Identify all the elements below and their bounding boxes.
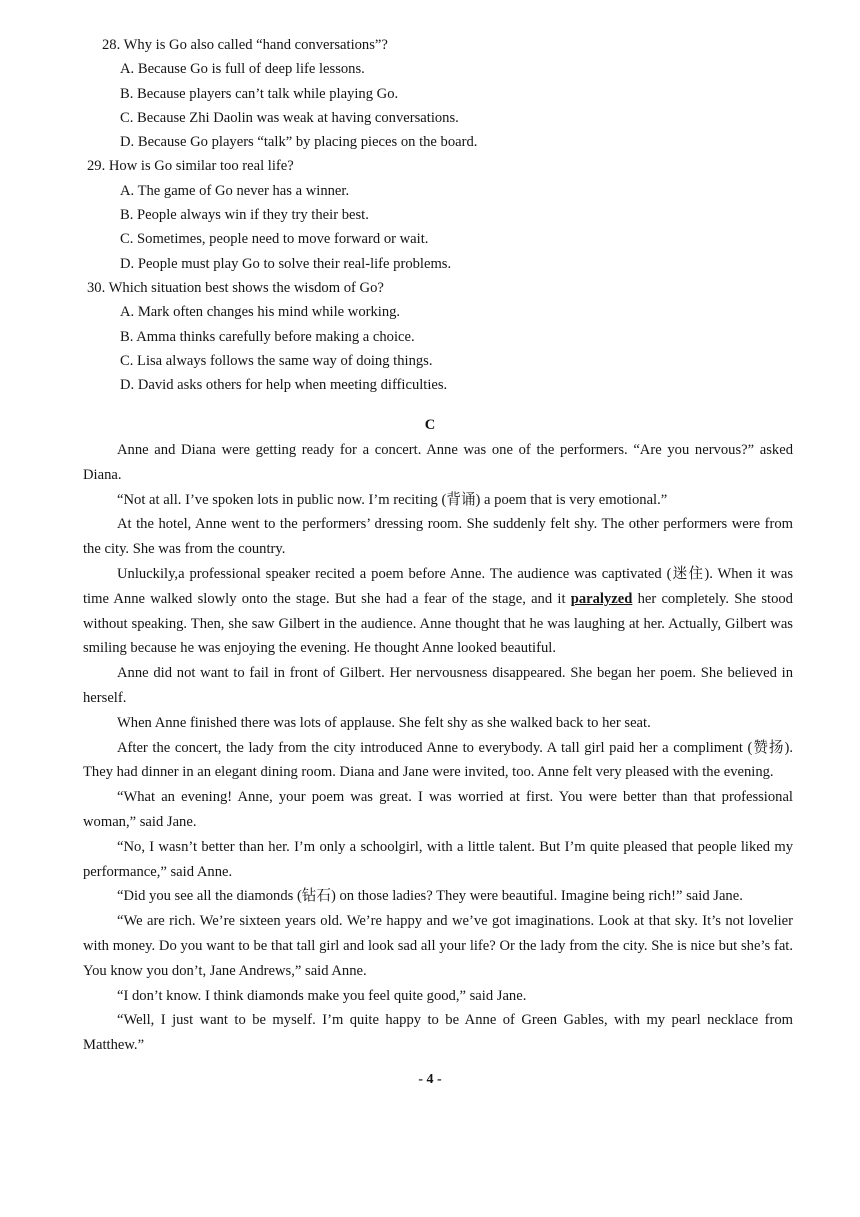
section-heading: C [424, 417, 436, 433]
paragraph-text: Unluckily,a professional speaker recited a poem before Anne. The audience was captivated (迷住). When it was time Anne walked slowly onto the stage. But she had a fear of the stage, and it [83, 565, 793, 607]
option-c: C. Because Zhi Daolin was weak at having conversations. [120, 109, 459, 126]
highlighted-word: paralyzed [570, 590, 633, 607]
question-stem: 28. Why is Go also called “hand conversations”? [102, 37, 388, 53]
passage-paragraph: “Did you see all the diamonds (钻石) on those ladies? They were beautiful. Imagine being rich!” said Jane. [117, 888, 743, 905]
option-a: A. Because Go is full of deep life lessons. [120, 61, 365, 78]
passage-paragraph: Anne did not want to fail in front of Gilbert. Her nervousness disappeared. She began her poem. She believed in herself. [83, 665, 793, 706]
option-b: B. Amma thinks carefully before making a choice. [120, 328, 415, 345]
passage-paragraph: “What an evening! Anne, your poem was great. I was worried at first. You were better than that professional woman,” said Jane. [83, 789, 793, 830]
option-a: A. The game of Go never has a winner. [120, 182, 350, 199]
option-c: C. Lisa always follows the same way of doing things. [120, 352, 433, 369]
option-c: C. Sometimes, people need to move forward or wait. [120, 231, 429, 248]
passage-paragraph: Anne and Diana were getting ready for a concert. Anne was one of the performers. “Are you nervous?” asked Diana. [83, 442, 793, 483]
question-28 [0, 33, 860, 154]
passage-paragraph: “We are rich. We’re sixteen years old. We’re happy and we’ve got imaginations. Look at that sky. It’s not lovelier with money. Do you want to be that tall girl and look sad all your life? Or the lady from the city. She is nice but she’s fat. You know you don’t, Jane Andrews,” said Anne. [83, 913, 793, 979]
question-list [0, 33, 860, 397]
passage-paragraph: When Anne finished there was lots of applause. She felt shy as she walked back to her seat. [117, 714, 651, 731]
option-d: D. Because Go players “talk” by placing pieces on the board. [120, 134, 478, 151]
passage-paragraph: At the hotel, Anne went to the performers’ dressing room. She suddenly felt shy. The other performers were from the city. She was from the country. [83, 516, 793, 558]
passage-paragraph: “I don’t know. I think diamonds make you feel quite good,” said Jane. [117, 987, 527, 1004]
passage-paragraph: After the concert, the lady from the city introduced Anne to everybody. A tall girl paid her a compliment (赞扬). They had dinner in an elegant dining room. Diana and Jane were invited, too. Anne felt very pleased with the evening. [83, 739, 793, 781]
option-d: D. David asks others for help when meeting difficulties. [120, 377, 448, 394]
option-d: D. People must play Go to solve their real-life problems. [120, 255, 452, 272]
passage-paragraph: “Well, I just want to be myself. I’m quite happy to be Anne of Green Gables, with my pearl necklace from Matthew.” [83, 1012, 793, 1054]
question-stem: 30. Which situation best shows the wisdom of Go? [87, 279, 384, 296]
option-b: B. People always win if they try their best. [120, 207, 369, 224]
page-number: - 4 - [418, 1072, 442, 1087]
question-29 [0, 154, 860, 275]
paragraph-text: her completely. She stood without speaking. Then, she saw Gilbert in the audience. Anne thought that he was laughing at her. Actually, Gilbert was smiling because he was enjoying the evening. He thought Anne looked beautiful. [83, 590, 793, 657]
question-30 [0, 276, 860, 397]
passage-paragraph: “Not at all. I’ve spoken lots in public now. I’m reciting (背诵) a poem that is very emotional.” [117, 491, 668, 508]
option-a: A. Mark often changes his mind while working. [120, 304, 401, 321]
option-b: B. Because players can’t talk while playing Go. [120, 85, 399, 102]
reading-passage [83, 438, 793, 1058]
passage-paragraph [83, 562, 793, 661]
passage-paragraph: “No, I wasn’t better than her. I’m only a schoolgirl, with a little talent. But I’m quite pleased that people liked my performance,” said Anne. [83, 838, 793, 880]
question-stem: 29. How is Go similar too real life? [87, 158, 294, 175]
